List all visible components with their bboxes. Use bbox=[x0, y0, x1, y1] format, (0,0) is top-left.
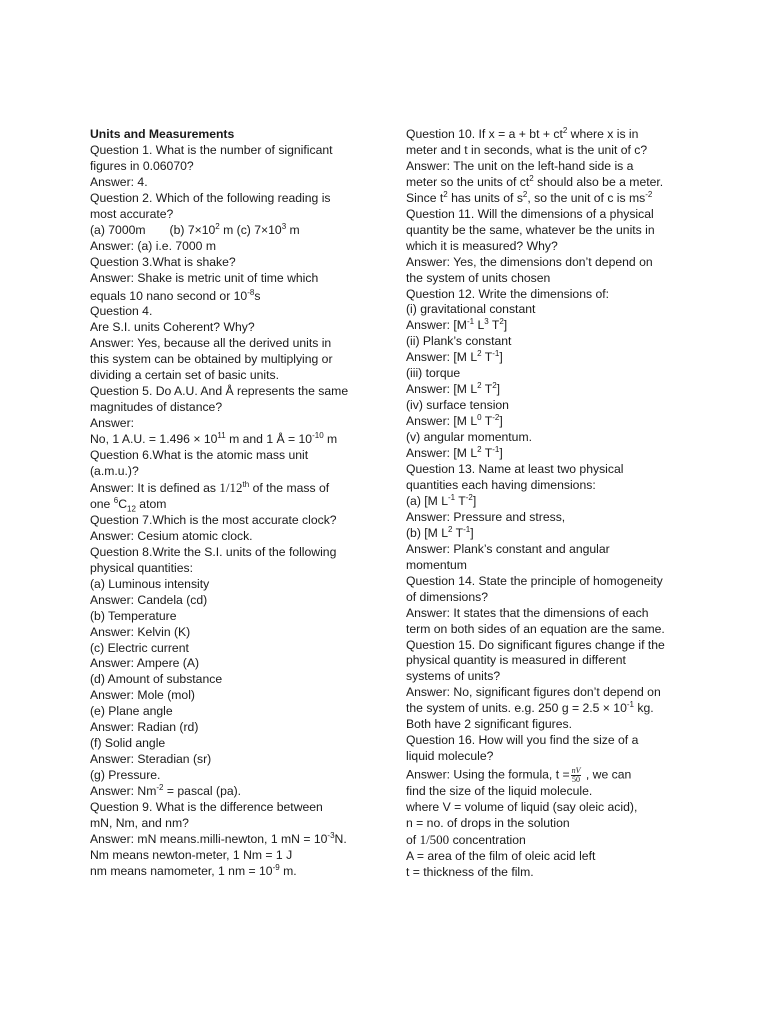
answer-10c-exp1: 2 bbox=[443, 189, 448, 199]
question-15-cont2: systems of units? bbox=[406, 669, 501, 684]
answer-10-cont bbox=[406, 175, 682, 191]
answer-12-i-mid: L bbox=[474, 318, 485, 333]
left-column bbox=[90, 127, 358, 880]
answer-11: Answer: Yes, the dimensions don’t depend on bbox=[406, 254, 653, 269]
question-10-text: Question 10. If x = a + bt + ct bbox=[406, 127, 563, 141]
answer-5-cont bbox=[90, 432, 358, 448]
question-15: Question 15. Do significant figures change if the bbox=[406, 637, 665, 652]
question-13-a-exp1: -1 bbox=[447, 492, 456, 502]
question-13-a-mid: T bbox=[455, 493, 466, 508]
answer-8-d: Answer: Mole (mol) bbox=[90, 688, 195, 703]
question-5-cont: magnitudes of distance? bbox=[90, 400, 223, 415]
question-12-iv: (iv) surface tension bbox=[406, 398, 509, 413]
carbon-mass-sub: 12 bbox=[127, 504, 136, 514]
answer-15b-exponent: -1 bbox=[626, 700, 634, 710]
answer-5: Answer: bbox=[90, 416, 135, 431]
answer-12-ii bbox=[406, 350, 682, 366]
answer-8-g-text: Answer: Nm bbox=[90, 784, 157, 799]
question-8-b: (b) Temperature bbox=[90, 608, 177, 623]
document-title: Units and Measurements bbox=[90, 127, 235, 141]
answer-5-mid: m and 1 Å = 10 bbox=[225, 432, 313, 447]
question-10-cont: meter and t in seconds, what is the unit of c? bbox=[406, 142, 648, 157]
answer-15-cont2: Both have 2 significant figures. bbox=[406, 717, 572, 732]
answer-12-i-text: Answer: [M bbox=[406, 318, 467, 333]
question-14-cont: of dimensions? bbox=[406, 589, 488, 604]
question-13-a-close: ] bbox=[472, 493, 477, 508]
question-13: Question 13. Name at least two physical bbox=[406, 462, 624, 477]
answer-12-v-exp1: 2 bbox=[477, 445, 482, 454]
answer-12-iv-exp2: -2 bbox=[492, 413, 500, 423]
answer-10b-exponent: 2 bbox=[529, 173, 534, 183]
question-16: Question 16. How will you find the size of a bbox=[406, 733, 639, 748]
answer-12-i-mid2: T bbox=[488, 318, 500, 333]
answer-14: Answer: It states that the dimensions of each bbox=[406, 605, 649, 620]
answer-2: Answer: (a) i.e. 7000 m bbox=[90, 238, 216, 253]
question-8-g: (g) Pressure. bbox=[90, 768, 161, 783]
answer-16-cont6: t = thickness of the film. bbox=[406, 864, 534, 879]
answer-10b-rest: should also be a meter. bbox=[533, 174, 664, 189]
answer-9-cont2 bbox=[90, 864, 358, 880]
answer-12-v-text: Answer: [M L bbox=[406, 446, 478, 461]
question-13-a-exp2: -2 bbox=[465, 492, 473, 502]
answer-6-rest: of the mass of bbox=[249, 480, 330, 495]
question-5: Question 5. Do A.U. And Å represents the same bbox=[90, 384, 349, 399]
question-13-a-text: (a) [M L bbox=[406, 493, 448, 508]
answer-12-iii-exp2: 2 bbox=[492, 381, 497, 391]
question-13-b-close: ] bbox=[470, 525, 474, 540]
option-b: (b) 7×10 bbox=[169, 222, 216, 237]
answer-12-iv-close: ] bbox=[499, 414, 503, 429]
answer-10b-text: meter so the units of ct bbox=[406, 174, 530, 189]
answer-8-c: Answer: Ampere (A) bbox=[90, 656, 200, 671]
question-8-f: (f) Solid angle bbox=[90, 736, 166, 751]
question-8-cont: physical quantities: bbox=[90, 560, 193, 575]
answer-8-f: Answer: Steradian (sr) bbox=[90, 752, 212, 767]
question-6: Question 6.What is the atomic mass unit bbox=[90, 448, 309, 463]
question-11-cont2: which it is measured? Why? bbox=[406, 238, 558, 253]
question-13-b-exp1: 2 bbox=[447, 524, 453, 534]
answer-12-i-exp3: 2 bbox=[499, 317, 504, 327]
question-9-cont: mN, Nm, and nm? bbox=[90, 815, 189, 830]
question-3: Question 3.What is shake? bbox=[90, 254, 236, 269]
option-c-exponent: 3 bbox=[281, 221, 287, 231]
answer-16-text: Answer: Using the formula, t = bbox=[406, 767, 570, 782]
answer-13-b-cont: momentum bbox=[406, 557, 467, 572]
answer-12-ii-exp2: -1 bbox=[492, 349, 500, 359]
answer-12-ii-close: ] bbox=[499, 350, 503, 365]
answer-6-fraction: 1/12 bbox=[219, 479, 243, 495]
question-4: Question 4. bbox=[90, 304, 153, 319]
answer-16-cont5: A = area of the film of oleic acid left bbox=[406, 848, 596, 863]
answer-5-exponent-2: -10 bbox=[312, 431, 324, 441]
answer-6-one: one bbox=[90, 496, 114, 511]
answer-12-iii-text: Answer: [M L bbox=[406, 382, 478, 397]
answer-13-a: Answer: Pressure and stress, bbox=[406, 509, 566, 524]
question-10-exponent: 2 bbox=[562, 125, 568, 135]
answer-15-cont bbox=[406, 701, 682, 717]
answer-16e-rest: concentration bbox=[449, 832, 526, 847]
answer-4: Answer: Yes, because all the derived units in bbox=[90, 336, 332, 351]
question-2: Question 2. Which of the following reading is bbox=[90, 190, 331, 205]
answer-5-text: No, 1 A.U. = 1.496 × 10 bbox=[90, 432, 218, 447]
answer-10c-mid: has units of s bbox=[447, 190, 523, 205]
question-1-cont: figures in 0.06070? bbox=[90, 158, 194, 173]
answer-12-ii-text: Answer: [M L bbox=[406, 350, 478, 365]
answer-8-g bbox=[90, 784, 358, 800]
answer-15b-text: the system of units. e.g. 250 g = 2.5 × 10 bbox=[406, 701, 627, 716]
answer-6-exponent: th bbox=[242, 479, 250, 489]
question-13-cont: quantities each having dimensions: bbox=[406, 477, 596, 492]
answer-12-ii-mid: T bbox=[481, 350, 493, 365]
question-12-iii: (iii) torque bbox=[406, 366, 461, 381]
question-14: Question 14. State the principle of homogeneity bbox=[406, 573, 663, 588]
answer-9-unit: N. bbox=[334, 831, 347, 846]
question-8-a: (a) Luminous intensity bbox=[90, 576, 210, 591]
question-8-c: (c) Electric current bbox=[90, 640, 189, 655]
answer-10c-exp3: -2 bbox=[645, 189, 653, 199]
question-8: Question 8.Write the S.I. units of the following bbox=[90, 544, 337, 559]
answer-12-iv bbox=[406, 414, 682, 430]
question-2-cont: most accurate? bbox=[90, 206, 174, 221]
answer-16 bbox=[406, 767, 682, 784]
answer-3: Answer: Shake is metric unit of time which bbox=[90, 270, 319, 285]
formula-fraction bbox=[571, 767, 582, 784]
answer-13-b: Answer: Plank’s constant and angular bbox=[406, 541, 610, 556]
fraction-denominator: 50 bbox=[572, 775, 581, 785]
question-12: Question 12. Write the dimensions of: bbox=[406, 286, 610, 301]
answer-6-cont bbox=[90, 497, 358, 513]
answer-9-text: Answer: mN means.milli-newton, 1 mN = 10 bbox=[90, 831, 328, 846]
question-8-e: (e) Plane angle bbox=[90, 704, 173, 719]
question-6-cont: (a.m.u.)? bbox=[90, 464, 139, 479]
answer-9c-exponent: -9 bbox=[272, 862, 280, 872]
answer-12-i-exp1: -1 bbox=[466, 317, 475, 327]
answer-10c-text: Since t bbox=[406, 190, 444, 205]
answer-10c-exp2: 2 bbox=[522, 189, 528, 199]
question-12-ii: (ii) Plank’s constant bbox=[406, 334, 512, 349]
answer-9-cont: Nm means newton-meter, 1 Nm = 1 J bbox=[90, 847, 293, 862]
question-16-cont: liquid molecule? bbox=[406, 749, 494, 764]
answer-12-ii-exp1: 2 bbox=[477, 349, 482, 359]
answer-10c-mid2: , so the unit of c is ms bbox=[527, 190, 646, 205]
question-10 bbox=[406, 127, 682, 143]
option-c-unit: m bbox=[286, 222, 300, 237]
answer-5-exponent-1: 11 bbox=[217, 431, 226, 441]
answer-12-iv-exp1: 0 bbox=[477, 413, 482, 423]
answer-16-cont: find the size of the liquid molecule. bbox=[406, 784, 593, 799]
answer-3-exponent: -8 bbox=[247, 287, 255, 297]
answer-10: Answer: The unit on the left-hand side is a bbox=[406, 158, 634, 173]
option-b-exponent: 2 bbox=[215, 221, 220, 231]
question-11-cont: quantity be the same, whatever be the units in bbox=[406, 222, 655, 237]
answer-4-cont2: dividing a certain set of basic units. bbox=[90, 368, 280, 383]
option-c: m (c) 7×10 bbox=[219, 222, 282, 237]
question-13-b bbox=[406, 526, 682, 542]
answer-12-iii-close: ] bbox=[496, 382, 501, 397]
answer-12-i-exp2: 3 bbox=[484, 317, 489, 327]
answer-15: Answer: No, significant figures don’t depend on bbox=[406, 685, 661, 700]
question-8-d: (d) Amount of substance bbox=[90, 672, 223, 687]
answer-3-cont bbox=[90, 289, 358, 305]
question-7: Question 7.Which is the most accurate clock? bbox=[90, 512, 337, 527]
answer-1: Answer: 4. bbox=[90, 174, 148, 189]
answer-16-rest: , we can bbox=[582, 767, 632, 782]
option-a: (a) 7000m bbox=[90, 222, 146, 237]
answer-6-text: Answer: It is defined as bbox=[90, 480, 220, 495]
answer-16e-fraction: 1/500 bbox=[419, 831, 450, 847]
answer-12-i bbox=[406, 318, 682, 334]
question-2-options bbox=[90, 223, 358, 239]
answer-8-g-exponent: -2 bbox=[156, 783, 164, 793]
question-1: Question 1. What is the number of significant bbox=[90, 142, 333, 157]
answer-6-atom: atom bbox=[135, 496, 167, 511]
question-12-i: (i) gravitational constant bbox=[406, 302, 536, 317]
question-11: Question 11. Will the dimensions of a physical bbox=[406, 206, 654, 221]
answer-12-v-mid: T bbox=[481, 446, 493, 461]
answer-15b-unit: kg. bbox=[634, 701, 654, 716]
answer-7: Answer: Cesium atomic clock. bbox=[90, 528, 253, 543]
question-12-v: (v) angular momentum. bbox=[406, 430, 532, 445]
answer-9c-text: nm means namometer, 1 nm = 10 bbox=[90, 863, 273, 878]
answer-8-a: Answer: Candela (cd) bbox=[90, 592, 208, 607]
answer-3-text: equals 10 nano second or 10 bbox=[90, 288, 248, 303]
answer-12-v bbox=[406, 446, 682, 462]
question-13-b-exp2: -1 bbox=[463, 524, 471, 534]
answer-3-unit: s bbox=[254, 288, 261, 303]
answer-12-iii bbox=[406, 382, 682, 398]
answer-5-unit: m bbox=[323, 432, 338, 447]
answer-12-v-exp2: -1 bbox=[492, 445, 500, 454]
question-13-b-mid: T bbox=[452, 525, 464, 540]
answer-9 bbox=[90, 832, 358, 848]
answer-12-v-close: ] bbox=[499, 446, 503, 461]
answer-12-iv-text: Answer: [M L bbox=[406, 414, 478, 429]
question-9: Question 9. What is the difference between bbox=[90, 800, 323, 815]
answer-12-iii-mid: T bbox=[481, 382, 493, 397]
answer-14-cont: term on both sides of an equation are the same. bbox=[406, 621, 665, 636]
answer-12-iii-exp1: 2 bbox=[477, 381, 482, 391]
carbon-mass-sup: 6 bbox=[113, 495, 119, 505]
answer-12-iv-mid: T bbox=[481, 414, 493, 429]
question-4-cont: Are S.I. units Coherent? Why? bbox=[90, 320, 255, 335]
question-13-a bbox=[406, 494, 682, 510]
right-column bbox=[406, 127, 682, 881]
answer-8-b: Answer: Kelvin (K) bbox=[90, 624, 191, 639]
fraction-numerator: nV bbox=[571, 766, 581, 776]
answer-6 bbox=[90, 480, 358, 497]
answer-9c-unit: m. bbox=[279, 863, 297, 878]
answer-11-cont: the system of units chosen bbox=[406, 270, 551, 285]
answer-12-i-close: ] bbox=[503, 318, 508, 333]
question-10-rest: where x is in bbox=[567, 127, 639, 141]
answer-10-cont2 bbox=[406, 191, 682, 207]
answer-8-g-rest: = pascal (pa). bbox=[163, 784, 242, 799]
answer-16e-of: of bbox=[406, 832, 420, 847]
answer-16-cont4 bbox=[406, 832, 682, 849]
question-15-cont: physical quantity is measured in different bbox=[406, 653, 626, 668]
question-13-b-text: (b) [M L bbox=[406, 525, 448, 540]
answer-9-exponent: -3 bbox=[327, 830, 335, 840]
carbon-symbol: C bbox=[118, 496, 127, 511]
answer-8-e: Answer: Radian (rd) bbox=[90, 720, 199, 735]
answer-16-cont2: where V = volume of liquid (say oleic acid), bbox=[406, 800, 638, 815]
answer-16-cont3: n = no. of drops in the solution bbox=[406, 816, 570, 831]
answer-4-cont: this system can be obtained by multiplying or bbox=[90, 352, 333, 367]
